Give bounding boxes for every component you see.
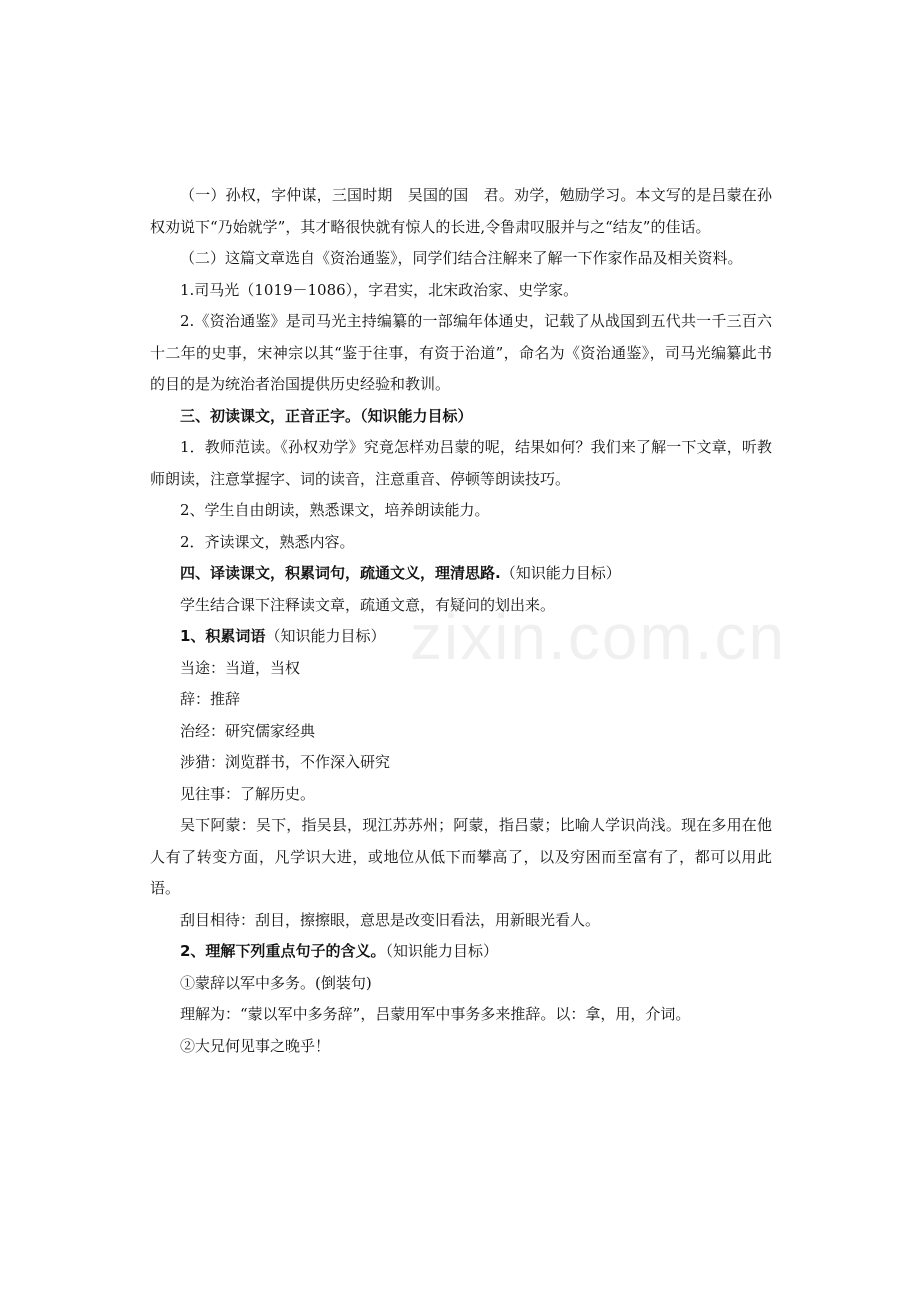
subsection-1-target: （知识能力目标） <box>265 627 386 645</box>
intro-paragraph-2: （二）这篇文章选自《资治通鉴》，同学们结合注解来了解一下作家作品及相关资料。 <box>180 249 743 267</box>
vocab-item: 涉猎：浏览群书，不作深入研究 <box>180 753 391 771</box>
subsection-1-heading <box>150 621 772 653</box>
section-4-target: （知识能力目标） <box>500 564 621 582</box>
subsection-1-title: 1、积累词语 <box>180 627 266 645</box>
section-4-title: 四、译读课文，积累词句，疏通文义，理清思路. <box>180 564 501 582</box>
sentence-explanation: 理解为：“蒙以军中多务辞”，吕蒙用军中事务多来推辞。以：拿，用，介词。 <box>180 1005 691 1023</box>
subsection-2-heading <box>150 936 772 968</box>
vocab-item: 吴下阿蒙：吴下，指吴县，现江苏苏州；阿蒙，指吕蒙；比喻人学识尚浅。现在多用在他人有了转变方面，凡学识大进，或地位从低下而攀高了，以及穷困而至富有了，都可以用此语。 <box>150 816 772 897</box>
intro-paragraph-1: （一）孙权，字仲谋，三国时期 吴国的国 君。劝学，勉励学习。本文写的是吕蒙在孙权劝说下“乃始就学”，其才略很快就有惊人的长进,令鲁肃叹服并与之“结友”的佳话。 <box>150 186 772 236</box>
step-group-reading: 2．齐读课文，熟悉内容。 <box>180 532 355 551</box>
subsection-2-title: 2、理解下列重点句子的含义。 <box>180 942 386 960</box>
vocab-item: 当途：当道，当权 <box>180 658 301 677</box>
section-4-heading <box>150 558 772 590</box>
sentence-item: ②大兄何见事之晚乎！ <box>180 1036 331 1055</box>
step-teacher-reading: 1．教师范读。《孙权劝学》究竟怎样劝吕蒙的呢，结果如何？我们来了解一下文章，听教师朗读，注意掌握字、词的读音，注意重音、停顿等朗读技巧。 <box>150 438 772 488</box>
book-note: 2.《资治通鉴》是司马光主持编纂的一部编年体通史，记载了从战国到五代共一千三百六十二年的史事，宋神宗以其“鉴于往事，有资于治道”，命名为《资治通鉴》，司马光编纂此书的目的是为统治者治国提供历史经验和教训。 <box>150 312 772 393</box>
section-4-instruction: 学生结合课下注释读文章，疏通文意，有疑问的划出来。 <box>180 595 556 614</box>
step-free-reading: 2、学生自由朗读，熟悉课文，培养朗读能力。 <box>180 501 490 519</box>
vocab-item: 刮目相待：刮目，擦擦眼，意思是改变旧看法，用新眼光看人。 <box>180 910 601 929</box>
watermark: zixin.com.cn <box>410 601 787 673</box>
document-body <box>150 180 772 1062</box>
section-3-heading: 三、初读课文，正音正字。（知识能力目标） <box>180 406 473 425</box>
vocab-item: 治经：研究儒家经典 <box>180 721 316 740</box>
vocab-item: 辞：推辞 <box>180 690 241 708</box>
vocab-item: 见往事：了解历史。 <box>180 784 316 803</box>
author-note: 1.司马光（1019－1086），字君实，北宋政治家、史学家。 <box>180 280 579 299</box>
sentence-item: ①蒙辞以军中多务。(倒装句) <box>180 973 372 992</box>
subsection-2-target: （知识能力目标） <box>385 942 498 960</box>
